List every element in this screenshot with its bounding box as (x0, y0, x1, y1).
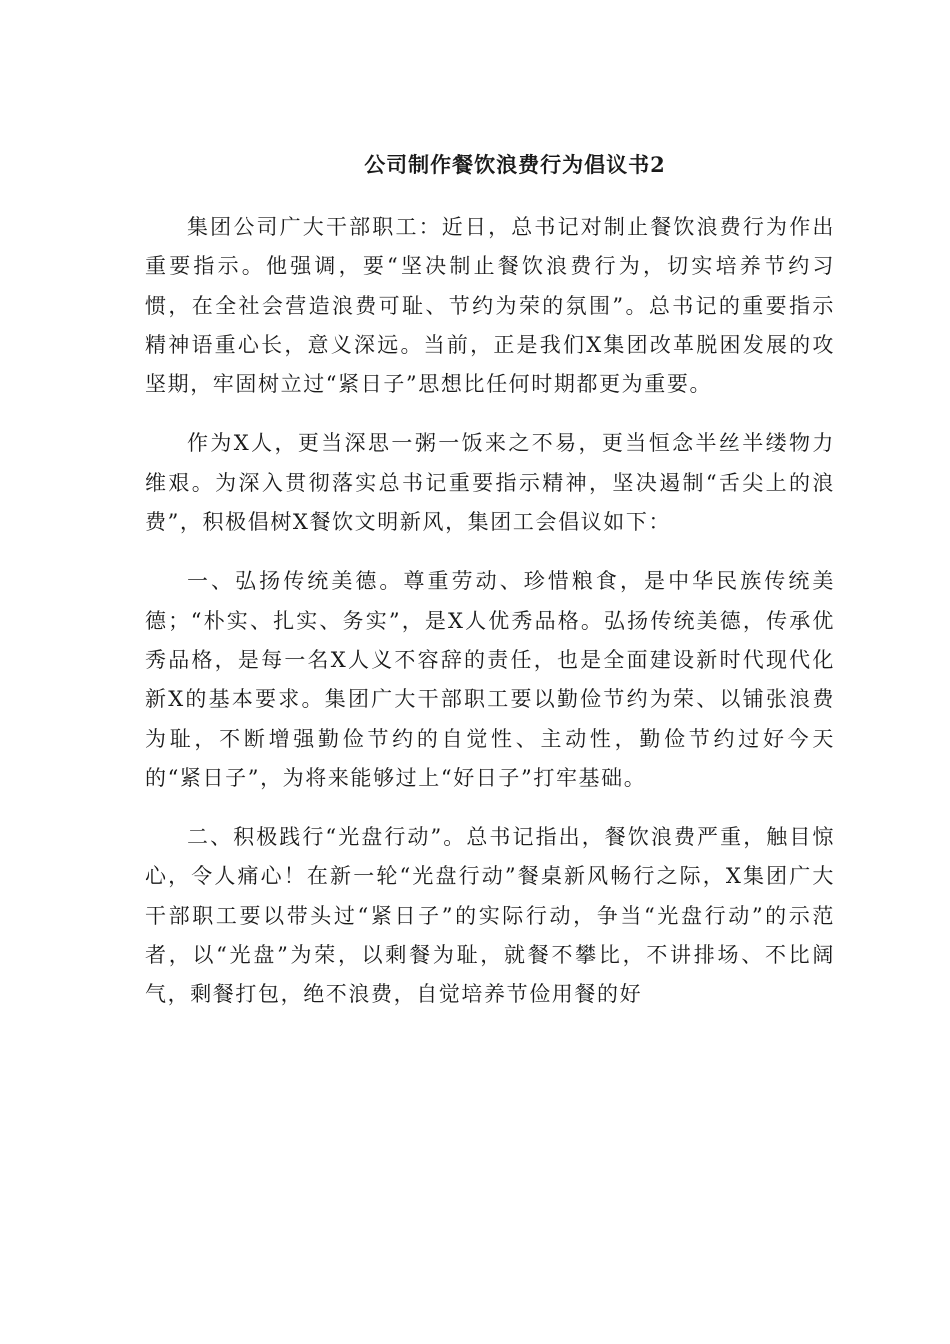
paragraph-point-two: 二、积极践行“光盘行动”。总书记指出，餐饮浪费严重，触目惊心，令人痛心！在新一轮“光盘行动”餐桌新风畅行之际，X集团广大干部职工要以带头过“紧日子”的实际行动，争当“光盘行动”的示范者，以“光盘”为荣，以剩餐为耻，就餐不攀比，不讲排场、不比阔气，剩餐打包，绝不浪费，自觉培养节俭用餐的好 (145, 825, 835, 1007)
paragraph-point-one: 一、弘扬传统美德。尊重劳动、珍惜粮食，是中华民族传统美德；“朴实、扎实、务实”，是X人优秀品格。弘扬传统美德，传承优秀品格，是每一名X人义不容辞的责任，也是全面建设新时代现代化新X的基本要求。集团广大干部职工要以勤俭节约为荣、以铺张浪费为耻，不断增强勤俭节约的自觉性、主动性，勤俭节约过好今天的“紧日子”，为将来能够过上“好日子”打牢基础。 (145, 569, 835, 790)
document-body (145, 208, 835, 1035)
paragraph-intro: 作为X人，更当深思一粥一饭来之不易，更当恒念半丝半缕物力维艰。为深入贯彻落实总书记重要指示精神，坚决遏制“舌尖上的浪费”，积极倡树X餐饮文明新风，集团工会倡议如下： (145, 431, 835, 535)
document-title: 公司制作餐饮浪费行为倡议书2 (364, 152, 666, 177)
paragraph-greeting: 集团公司广大干部职工：近日，总书记对制止餐饮浪费行为作出重要指示。他强调，要“坚决制止餐饮浪费行为，切实培养节约习惯，在全社会营造浪费可耻、节约为荣的氛围”。总书记的重要指示精神语重心长，意义深远。当前，正是我们X集团改革脱困发展的攻坚期，牢固树立过“紧日子”思想比任何时期都更为重要。 (145, 215, 835, 397)
